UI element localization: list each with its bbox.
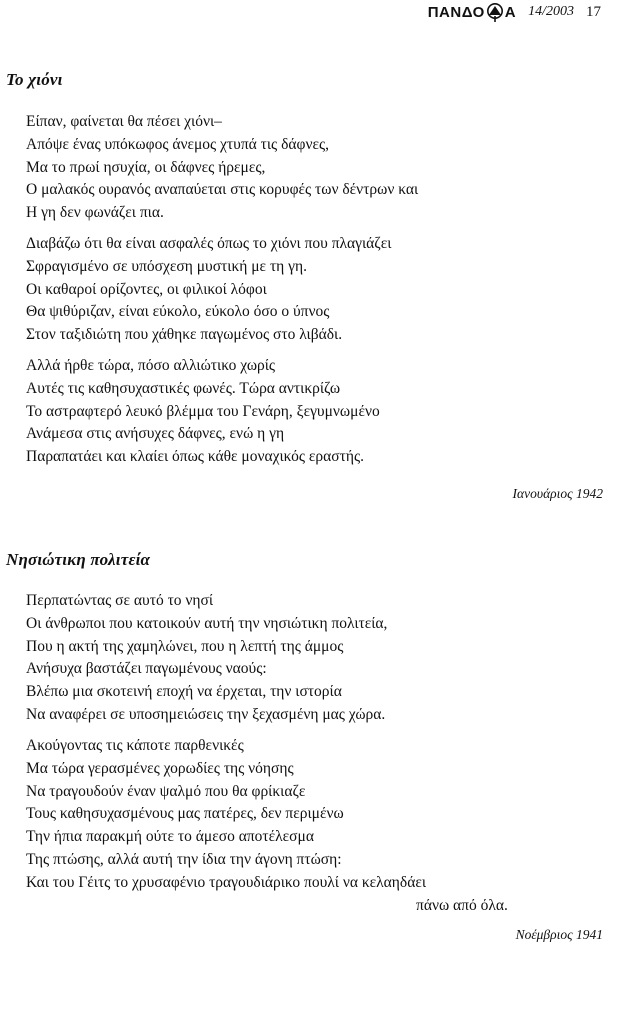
poem-line: Ανάμεσα στις ανήσυχες δάφνες, ενώ η γη [26,425,285,443]
poem-line: Ο μαλακός ουρανός αναπαύεται στις κορυφές των δέντρων και [26,181,419,199]
poem-line: Η γη δεν φωνάζει πια. [26,204,164,222]
poem-line: Διαβάζω ότι θα είναι ασφαλές όπως το χιόνι που πλαγιάζει [26,235,392,252]
poem-line: Να τραγουδούν έναν ψαλμό που θα φρίκιαζε [26,782,306,800]
page-header [428,2,601,22]
poem-line: Βλέπω μια σκοτεινή εποχή να έρχεται, την ιστορία [26,683,342,701]
poem-stanza [26,111,418,225]
poem-stanza [26,590,387,727]
poem-line: Να αναφέρει σε υποσημειώσεις την ξεχασμένη μας χώρα. [26,705,386,723]
brand-text-end: Α [504,3,517,21]
poem-line: Οι καθαροί ορίζοντες, οι φιλικοί λόφοι [26,280,267,298]
poem-line: Απόψε ένας υπόκωφος άνεμος χτυπά τις δάφνες, [26,135,329,153]
poem-line: Σφραγισμένο σε υπόσχεση μυστική με τη γη. [26,257,307,275]
poem-line: Που η ακτή της χαμηλώνει, που η λεπτή της άμμος [26,637,344,655]
issue-number: 14/2003 [528,4,574,19]
poem-line: Παραπατάει και κλαίει όπως κάθε μοναχικός εραστής. [26,448,364,466]
poem-line: Περπατώντας σε αυτό το νησί [26,592,214,609]
poem-line: Της πτώσης, αλλά αυτή την ίδια την άγονη πτώση: [26,850,342,868]
poem-line: Είπαν, φαίνεται θα πέσει χιόνι– [26,113,222,130]
poem-line: Την ήπια παρακμή ούτε το άμεσο αποτέλεσμα [26,828,314,846]
poem-stanza [26,735,508,917]
poem-title: Νησιώτικη πολιτεία [6,550,151,569]
poem-date: Ιανουάριος 1942 [512,486,603,501]
poem-date: Νοέμβριος 1941 [515,927,603,942]
poem-title: Το χιόνι [6,70,63,89]
poem-line: Τους καθησυχασμένους μας πατέρες, δεν περιμένω [26,805,344,823]
poem-line: Στον ταξιδιώτη που χάθηκε παγωμένος στο λιβάδι. [26,326,343,344]
poem-line: Το αστραφτερό λευκό βλέμμα του Γενάρη, ξεγυμνωμένο [26,402,380,420]
poem-line: Θα ψιθύριζαν, είναι εύκολο, εύκολο όσο ο ύπνος [26,303,330,321]
poem-line: Αλλά ήρθε τώρα, πόσο αλλιώτικο χωρίς [26,357,276,374]
poem-line: Και του Γέιτς το χρυσαφένιο τραγουδιάρικο πουλί να κελαηδάει [26,873,427,891]
poem-line: Οι άνθρωποι που κατοικούν αυτή την νησιώτικη πολιτεία, [26,614,388,632]
brand-text-start: ΠΑΝΔΟ [427,3,485,21]
poem-line: Αυτές τις καθησυχαστικές φωνές. Τώρα αντικρίζω [26,379,341,397]
poem-stanza [26,233,391,347]
page-number: 17 [586,3,601,20]
poem-line: Ανήσυχα βαστάζει παγωμένους ναούς: [26,660,267,678]
poem-line-continuation: πάνω από όλα. [416,896,508,914]
poem-line: Μα το πρωί ησυχία, οι δάφνες ήρεμες, [26,158,266,176]
poem-stanza [26,355,380,469]
pandora-logo-icon [486,2,504,22]
journal-brand [428,2,516,22]
poem-line: Μα τώρα γερασμένες χορωδίες της νόησης [26,759,294,777]
poem-line: Ακούγοντας τις κάποτε παρθενικές [26,737,244,754]
